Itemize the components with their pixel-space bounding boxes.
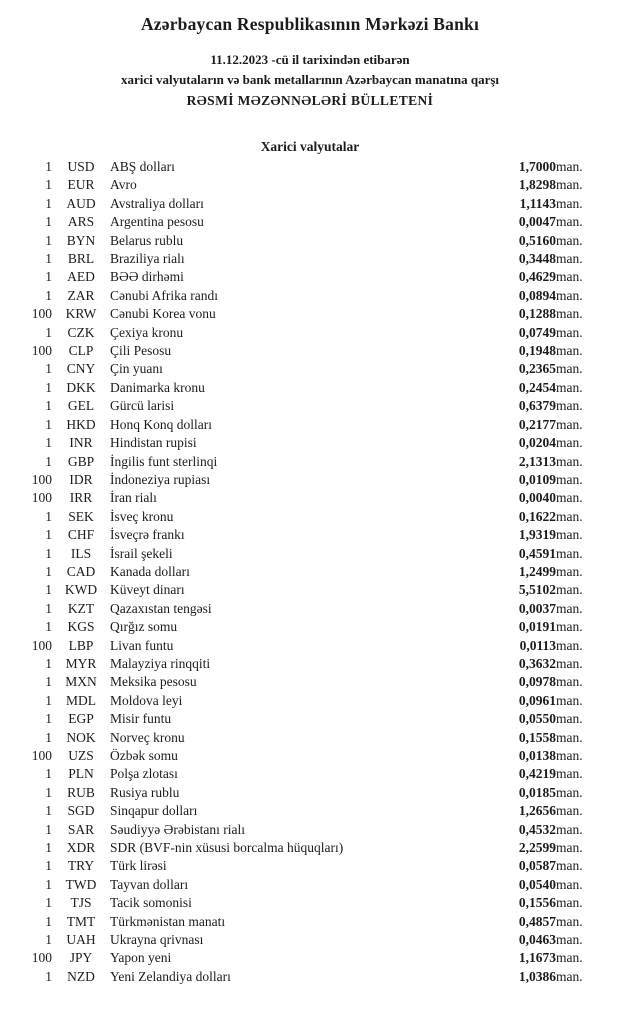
rate-currency-name: İndoneziya rupiası — [110, 471, 211, 487]
rate-currency-name: Türk lirəsi — [110, 858, 167, 874]
rate-row — [18, 545, 602, 563]
rate-value: 1,2656 — [518, 803, 556, 819]
rate-unit: man. — [556, 563, 583, 579]
section-title-foreign-currencies: Xarici valyutalar — [260, 139, 360, 154]
rate-row — [18, 471, 602, 489]
rate-value: 2,1313 — [518, 453, 556, 469]
rate-unit: man. — [556, 803, 583, 819]
rate-unit: man. — [556, 692, 583, 708]
rate-currency-code: CZK — [67, 324, 95, 340]
rate-unit: man. — [556, 398, 583, 414]
rate-unit: man. — [556, 195, 583, 211]
rate-currency-code: SAR — [67, 821, 95, 837]
rate-unit: man. — [556, 490, 583, 506]
rate-value: 0,1622 — [518, 508, 556, 524]
rate-unit: man. — [556, 766, 583, 782]
rate-currency-code: AED — [67, 269, 95, 285]
rate-unit: man. — [556, 251, 583, 267]
rate-row — [18, 342, 602, 360]
rate-row — [18, 913, 602, 931]
rate-currency-name: İsveç kronu — [110, 508, 174, 524]
rate-currency-name: Danimarka kronu — [110, 379, 205, 395]
rate-quantity: 1 — [45, 508, 52, 524]
rate-quantity: 1 — [45, 453, 52, 469]
rate-quantity: 1 — [45, 361, 52, 377]
rate-currency-code: KWD — [64, 582, 98, 598]
rate-value: 1,2499 — [518, 563, 556, 579]
rate-unit: man. — [556, 508, 583, 524]
rate-value: 1,8298 — [518, 177, 556, 193]
rate-currency-code: MXN — [65, 674, 97, 690]
exchange-rates-body — [18, 158, 602, 986]
rate-value: 0,4629 — [518, 269, 556, 285]
rate-quantity: 1 — [45, 398, 52, 414]
rate-currency-name: Qırğız somu — [110, 619, 178, 635]
rate-row — [18, 360, 602, 378]
effective-date: 11.12.2023 -cü il tarixindən etibarən — [210, 52, 410, 67]
rate-unit: man. — [556, 527, 583, 543]
rate-value: 0,0894 — [518, 287, 556, 303]
rate-row — [18, 158, 602, 176]
rate-quantity: 1 — [45, 821, 52, 837]
rate-quantity: 1 — [45, 895, 52, 911]
rate-value: 1,1673 — [518, 950, 556, 966]
rate-unit: man. — [556, 379, 583, 395]
rate-row — [18, 692, 602, 710]
rate-currency-code: USD — [67, 159, 95, 174]
rate-quantity: 1 — [45, 674, 52, 690]
rate-currency-name: İsrail şekeli — [110, 545, 173, 561]
rate-currency-name: Avstraliya dolları — [110, 195, 204, 211]
rate-row — [18, 195, 602, 213]
rate-quantity: 1 — [45, 379, 52, 395]
rate-currency-code: TRY — [67, 858, 95, 874]
rate-currency-name: Yeni Zelandiya dolları — [110, 968, 231, 984]
rate-unit: man. — [556, 913, 583, 929]
rate-unit: man. — [556, 435, 583, 451]
rate-quantity: 1 — [45, 416, 52, 432]
rate-quantity: 1 — [45, 876, 52, 892]
rate-quantity: 100 — [31, 306, 52, 322]
rate-currency-name: Moldova leyi — [110, 692, 183, 708]
rate-currency-code: KGS — [67, 619, 95, 635]
rate-currency-name: Çin yuanı — [110, 361, 163, 377]
rate-currency-name: Tayvan dolları — [110, 876, 189, 892]
rate-value: 0,4219 — [518, 766, 556, 782]
rate-currency-code: XDR — [66, 840, 96, 856]
rate-currency-name: Səudiyyə Ərəbistanı rialı — [110, 821, 245, 837]
rate-row — [18, 765, 602, 783]
rate-currency-code: MDL — [66, 692, 96, 708]
rate-currency-name: İsveçrə frankı — [110, 527, 185, 543]
rate-row — [18, 416, 602, 434]
rate-currency-name: Norveç kronu — [110, 729, 185, 745]
rate-quantity: 1 — [45, 692, 52, 708]
rate-unit: man. — [556, 324, 583, 340]
rate-row — [18, 176, 602, 194]
bulletin-title: RƏSMİ MƏZƏNNƏLƏRİ BÜLLETENİ — [186, 93, 434, 108]
rate-currency-code: CAD — [66, 563, 96, 579]
rate-currency-code: PLN — [68, 766, 94, 782]
rate-value: 0,4532 — [518, 821, 556, 837]
rate-currency-name: İran rialı — [110, 490, 157, 506]
rate-unit: man. — [556, 858, 583, 874]
rate-currency-name: Rusiya rublu — [110, 784, 180, 800]
rate-row — [18, 931, 602, 949]
rate-value: 0,0587 — [518, 858, 556, 874]
rate-currency-name: Braziliya rialı — [110, 251, 185, 267]
rate-unit: man. — [556, 582, 583, 598]
rate-row — [18, 526, 602, 544]
rate-row — [18, 710, 602, 728]
rate-unit: man. — [556, 232, 583, 248]
rate-unit: man. — [556, 729, 583, 745]
rate-unit: man. — [556, 748, 583, 763]
rate-quantity: 100 — [31, 637, 52, 653]
exchange-rates-table — [18, 158, 602, 986]
rate-quantity: 1 — [45, 563, 52, 579]
rate-currency-name: Özbək somu — [110, 748, 178, 763]
rate-unit: man. — [556, 471, 583, 487]
document-header — [0, 14, 620, 112]
rate-value: 0,0540 — [518, 876, 556, 892]
page-title: Azərbaycan Respublikasının Mərkəzi Bankı — [140, 14, 480, 34]
rate-currency-code: TMT — [66, 913, 96, 929]
rate-value: 2,2599 — [518, 840, 556, 856]
rate-currency-code: DKK — [66, 379, 96, 395]
rate-currency-name: Hindistan rupisi — [110, 435, 197, 451]
rate-currency-code: NZD — [67, 968, 95, 984]
rate-unit: man. — [556, 876, 583, 892]
rate-value: 5,5102 — [518, 582, 556, 598]
rate-value: 0,6379 — [518, 398, 556, 414]
rate-value: 0,0113 — [519, 637, 556, 653]
rate-quantity: 100 — [31, 471, 52, 487]
rate-currency-name: Yapon yeni — [110, 950, 172, 966]
rate-unit: man. — [556, 711, 583, 727]
rate-currency-code: ZAR — [67, 287, 95, 303]
rate-currency-code: NOK — [66, 729, 96, 745]
rate-currency-name: Küveyt dinarı — [110, 582, 185, 598]
rate-unit: man. — [556, 214, 583, 230]
rate-row — [18, 655, 602, 673]
rate-row — [18, 876, 602, 894]
rate-quantity: 1 — [45, 269, 52, 285]
rate-row — [18, 839, 602, 857]
rate-quantity: 1 — [45, 232, 52, 248]
rate-unit: man. — [556, 361, 583, 377]
rate-currency-code: UZS — [68, 748, 94, 763]
rate-value: 0,0191 — [518, 619, 556, 635]
rate-quantity: 1 — [45, 913, 52, 929]
rate-row — [18, 784, 602, 802]
rate-quantity: 1 — [45, 655, 52, 671]
rate-currency-code: IRR — [69, 490, 93, 506]
rate-quantity: 1 — [45, 840, 52, 856]
rate-value: 0,3448 — [518, 251, 556, 267]
rate-currency-code: KRW — [65, 306, 97, 322]
rate-currency-name: Tacik somonisi — [110, 895, 192, 911]
rate-currency-code: EGP — [68, 711, 94, 727]
rate-unit: man. — [556, 950, 583, 966]
rate-quantity: 1 — [45, 711, 52, 727]
rate-currency-name: Kanada dolları — [110, 563, 190, 579]
rate-row — [18, 894, 602, 912]
rate-currency-code: SEK — [68, 508, 94, 524]
rate-row — [18, 379, 602, 397]
rate-currency-code: JPY — [69, 950, 93, 966]
rate-quantity: 1 — [45, 195, 52, 211]
rate-value: 0,0037 — [518, 600, 556, 616]
rate-quantity: 1 — [45, 729, 52, 745]
rate-currency-code: BRL — [67, 251, 95, 267]
rate-quantity: 1 — [45, 803, 52, 819]
rate-currency-name: Meksika pesosu — [110, 674, 197, 690]
rate-value: 0,2177 — [518, 416, 556, 432]
rate-currency-name: Türkmənistan manatı — [110, 913, 226, 929]
rate-value: 1,1143 — [519, 195, 556, 211]
rate-quantity: 1 — [45, 527, 52, 543]
rate-row — [18, 618, 602, 636]
rate-value: 0,4591 — [518, 545, 556, 561]
rate-currency-code: INR — [69, 435, 93, 451]
rate-row — [18, 563, 602, 581]
rate-unit: man. — [556, 655, 583, 671]
rate-row — [18, 489, 602, 507]
rate-unit: man. — [556, 545, 583, 561]
rate-currency-name: BƏƏ dirhəmi — [110, 269, 184, 285]
rate-value: 0,0185 — [518, 784, 556, 800]
rate-currency-name: Çili Pesosu — [110, 343, 172, 359]
rate-unit: man. — [556, 343, 583, 359]
rate-currency-code: HKD — [66, 416, 96, 432]
rate-currency-code: CLP — [68, 343, 94, 359]
rate-row — [18, 581, 602, 599]
rate-currency-name: Honq Konq dolları — [110, 416, 212, 432]
document-subtitle: xarici valyutaların və bank metallarının Azərbaycan manatına qarşı — [120, 72, 500, 87]
rate-currency-name: Misir funtu — [110, 711, 172, 727]
rate-quantity: 1 — [45, 251, 52, 267]
rate-currency-code: BYN — [66, 232, 96, 248]
rate-value: 0,0138 — [518, 748, 556, 763]
rate-quantity: 1 — [45, 324, 52, 340]
rate-currency-name: Belarus rublu — [110, 232, 184, 248]
rate-value: 0,5160 — [518, 232, 556, 248]
rate-currency-name: Çexiya kronu — [110, 324, 184, 340]
rate-currency-name: Cənubi Afrika randı — [110, 287, 218, 303]
rate-value: 0,0749 — [518, 324, 556, 340]
rate-quantity: 100 — [31, 748, 52, 763]
rate-currency-name: ABŞ dolları — [110, 159, 175, 174]
rate-quantity: 1 — [45, 619, 52, 635]
rate-value: 1,0386 — [518, 968, 556, 984]
rate-value: 1,9319 — [518, 527, 556, 543]
rate-value: 0,1558 — [518, 729, 556, 745]
rate-value: 0,1556 — [518, 895, 556, 911]
rate-row — [18, 802, 602, 820]
rate-value: 0,0463 — [518, 932, 556, 948]
rate-value: 0,4857 — [518, 913, 556, 929]
rate-quantity: 1 — [45, 287, 52, 303]
rate-currency-code: RUB — [67, 784, 95, 800]
rate-currency-code: GEL — [67, 398, 95, 414]
rate-value: 0,0047 — [518, 214, 556, 230]
rate-quantity: 100 — [31, 950, 52, 966]
rate-row — [18, 600, 602, 618]
rate-unit: man. — [556, 287, 583, 303]
rate-value: 0,1948 — [518, 343, 556, 359]
rate-currency-code: KZT — [67, 600, 95, 616]
rate-value: 0,2365 — [518, 361, 556, 377]
rate-value: 0,0109 — [518, 471, 556, 487]
rate-quantity: 1 — [45, 932, 52, 948]
rate-value: 0,0204 — [518, 435, 556, 451]
rate-currency-name: Sinqapur dolları — [110, 803, 198, 819]
rate-quantity: 1 — [45, 968, 52, 984]
rate-unit: man. — [556, 306, 583, 322]
rate-row — [18, 232, 602, 250]
rate-currency-code: TWD — [65, 876, 97, 892]
rate-quantity: 1 — [45, 858, 52, 874]
rate-row — [18, 268, 602, 286]
rate-unit: man. — [556, 895, 583, 911]
rate-value: 0,0961 — [518, 692, 556, 708]
rate-unit: man. — [556, 968, 583, 984]
rate-quantity: 1 — [45, 582, 52, 598]
rate-row — [18, 508, 602, 526]
rate-quantity: 1 — [45, 545, 52, 561]
rate-value: 1,7000 — [518, 159, 556, 174]
rate-row — [18, 324, 602, 342]
rate-currency-name: Livan funtu — [110, 637, 174, 653]
rate-quantity: 1 — [45, 177, 52, 193]
rate-row — [18, 287, 602, 305]
rate-row — [18, 250, 602, 268]
rate-unit: man. — [556, 416, 583, 432]
rate-currency-name: Ukrayna qrivnası — [110, 932, 204, 948]
rate-unit: man. — [556, 840, 583, 856]
rate-row — [18, 213, 602, 231]
rate-unit: man. — [556, 600, 583, 616]
rate-unit: man. — [556, 674, 583, 690]
rate-row — [18, 949, 602, 967]
rate-currency-name: Qazaxıstan tengəsi — [110, 600, 212, 616]
rate-quantity: 1 — [45, 766, 52, 782]
rate-currency-name: İngilis funt sterlinqi — [110, 453, 218, 469]
rate-currency-code: IDR — [69, 471, 93, 487]
rate-currency-code: EUR — [67, 177, 95, 193]
rate-value: 0,3632 — [518, 655, 556, 671]
rate-currency-code: GBP — [67, 453, 95, 469]
rate-quantity: 1 — [45, 159, 52, 174]
rate-unit: man. — [556, 821, 583, 837]
rate-row — [18, 305, 602, 323]
rate-currency-code: ILS — [70, 545, 92, 561]
rate-currency-code: MYR — [65, 655, 97, 671]
rate-currency-code: LBP — [68, 637, 94, 653]
rate-currency-code: SGD — [67, 803, 95, 819]
rate-currency-name: Cənubi Korea vonu — [110, 306, 216, 322]
rate-quantity: 100 — [31, 490, 52, 506]
rate-currency-name: Polşa zlotası — [110, 766, 178, 782]
rate-row — [18, 434, 602, 452]
rate-row — [18, 397, 602, 415]
rate-value: 0,1288 — [518, 306, 556, 322]
rate-quantity: 100 — [31, 343, 52, 359]
rate-row — [18, 673, 602, 691]
rate-row — [18, 453, 602, 471]
rate-value: 0,2454 — [518, 379, 556, 395]
rate-currency-code: ARS — [67, 214, 95, 230]
rate-value: 0,0550 — [518, 711, 556, 727]
rate-currency-code: TJS — [70, 895, 92, 911]
rate-unit: man. — [556, 453, 583, 469]
rate-row — [18, 729, 602, 747]
rate-unit: man. — [556, 932, 583, 948]
rate-row — [18, 968, 602, 986]
rate-unit: man. — [556, 784, 583, 800]
rate-currency-name: Avro — [110, 177, 137, 193]
rate-row — [18, 747, 602, 765]
rate-currency-name: SDR (BVF-nin xüsusi borcalma hüquqları) — [110, 840, 344, 856]
rate-quantity: 1 — [45, 600, 52, 616]
rate-quantity: 1 — [45, 784, 52, 800]
rate-unit: man. — [556, 269, 583, 285]
rate-unit: man. — [556, 619, 583, 635]
rate-row — [18, 857, 602, 875]
rate-currency-code: UAH — [66, 932, 96, 948]
rate-quantity: 1 — [45, 214, 52, 230]
rate-currency-code: CHF — [67, 527, 95, 543]
rate-row — [18, 637, 602, 655]
rate-currency-code: CNY — [66, 361, 96, 377]
rate-currency-name: Argentina pesosu — [110, 214, 204, 230]
rate-currency-name: Malayziya rinqqiti — [110, 655, 211, 671]
rate-currency-code: AUD — [66, 195, 96, 211]
rate-unit: man. — [556, 177, 583, 193]
rate-currency-name: Gürcü larisi — [110, 398, 175, 414]
rate-unit: man. — [556, 637, 583, 653]
rate-value: 0,0978 — [518, 674, 556, 690]
rate-value: 0,0040 — [518, 490, 556, 506]
rate-row — [18, 821, 602, 839]
rate-quantity: 1 — [45, 435, 52, 451]
rate-unit: man. — [556, 159, 583, 174]
